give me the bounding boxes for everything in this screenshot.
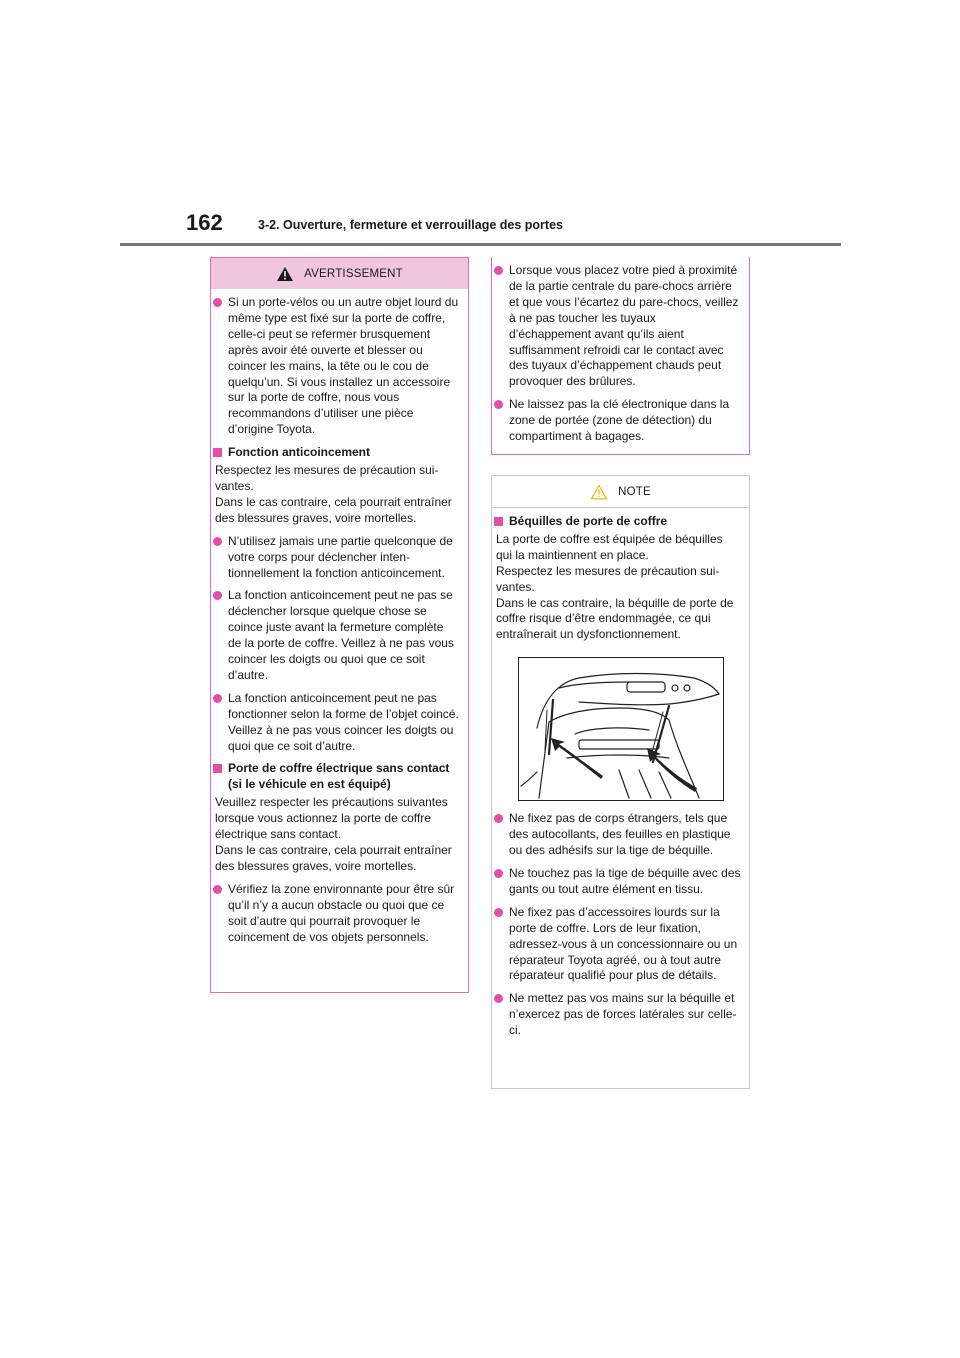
note-item: Ne fixez pas d’accessoires lourds sur la porte de coffre. Lors de leur fixation, adressez-vous à un concessionnaire ou un réparateur Toyota agréé, ou à tout autre réparateur qualifié pour plus de détails. — [492, 905, 741, 985]
note-header — [492, 476, 749, 508]
warning-continued-box — [491, 257, 750, 455]
warning-item: La fonction anticoincement peut ne pas se déclencher lorsque quelque chose se coince juste avant la fermeture complète de la porte de coffre. Veillez à ne pas vous coincer les doigts ou quoi que ce soit d’autre. — [211, 588, 460, 683]
warning-triangle-icon — [276, 266, 294, 282]
warning-item: Vérifiez la zone environnante pour être sûr qu’il n’y a aucun obstacle ou quoi que ce soit d’autre qui pourrait provoquer le coincement de vos objets personnels. — [211, 882, 460, 946]
note-item: Ne touchez pas la tige de béquille avec des gants ou tout autre élément en tissu. — [492, 866, 741, 898]
warning-paragraph: Veuillez respecter les précautions suivantes lorsque vous actionnez la porte de coffre électrique sans contact. Dans le cas contraire, cela pourrait entraîner des blessures graves, voire mortelles. — [215, 795, 452, 873]
header-rule — [120, 243, 841, 246]
warning-item: Ne laissez pas la clé électronique dans la zone de portée (zone de détection) du compartiment à bagages. — [492, 397, 741, 445]
warning-box — [210, 257, 469, 993]
warning-item: N’utilisez jamais une partie quelconque de votre corps pour déclencher intentionnellement la fonction anticoincement. — [211, 534, 460, 582]
note-title: NOTE — [618, 485, 651, 498]
warning-title: AVERTISSEMENT — [304, 267, 403, 280]
warning-subhead: Porte de coffre électrique sans contact (si le véhicule en est équipé) — [211, 761, 460, 793]
note-item: Ne fixez pas de corps étrangers, tels que des autocollants, des feuilles en plastique ou des adhésifs sur la tige de béquille. — [492, 811, 741, 859]
warning-header — [211, 258, 468, 289]
warning-paragraph: Respectez les mesures de précaution suivantes. Dans le cas contraire, cela pourrait entraîner des blessures graves, voire mortelles. — [215, 463, 452, 525]
page-number: 162 — [186, 210, 223, 235]
note-subhead: Béquilles de porte de coffre — [492, 514, 741, 530]
warning-item: Si un porte-vélos ou un autre objet lourd du même type est fixé sur la porte de coffre, celle-ci peut se refermer brusquement après avoir été ouverte et blesser ou coincer les mains, la tête ou le cou de quelqu’un. Si vous installez un accessoire sur la porte de coffre, nous vous recommandons d’utiliser une pièce d’origine Toyota. — [211, 295, 460, 438]
tailgate-strut-drawing — [519, 658, 723, 800]
note-item: Ne mettez pas vos mains sur la béquille et n’exercez pas de forces latérales sur celle-ci. — [492, 991, 741, 1039]
note-box — [491, 475, 750, 1089]
note-intro: La porte de coffre est équipée de béquilles qui la maintiennent en place. Respectez les mesures de précaution suivantes. Dans le cas contraire, la béquille de porte de coffre risque d’être endommagée, ce qui entraînerait un dysfonctionnement. — [496, 531, 734, 642]
warning-subhead: Fonction anticoincement — [211, 445, 460, 461]
caution-triangle-icon — [590, 484, 608, 500]
warning-item: La fonction anticoincement peut ne pas fonctionner selon la forme de l’objet coincé. Veillez à ne pas vous coincer les doigts ou quoi que ce soit d’autre. — [211, 691, 460, 755]
tailgate-strut-illustration — [518, 657, 724, 801]
section-title: 3-2. Ouverture, fermeture et verrouillage des portes — [258, 218, 563, 232]
warning-item: Lorsque vous placez votre pied à proximité de la partie centrale du pare-chocs arrière et que vous l’écartez du pare-chocs, veillez à ne pas toucher les tuyaux d’échappement avant qu’ils aient suffisamment refroidi car le contact avec des tuyaux d’échappement chauds peut provoquer des brûlures. — [492, 263, 741, 390]
